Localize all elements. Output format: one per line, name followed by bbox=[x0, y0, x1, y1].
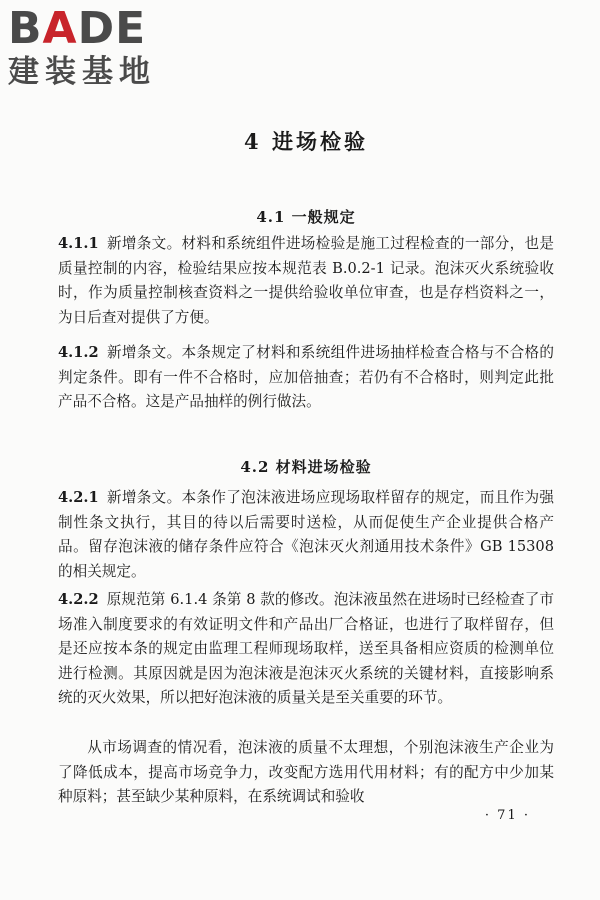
clause-4-2-2 bbox=[58, 588, 554, 711]
clause-text: 原规范第 6.1.4 条第 8 款的修改。泡沫液虽然在进场时已经检查了市场准入制度要求的有效证明文件和产品出厂合格证，也进行了取样留存，但是还应按本条的规定由监理工程师现场取样，送至具备相应资质的检测单位进行检测。其原因就是因为泡沫液是泡沫灭火系统的关键材料，直接影响系统的灭火效果，所以把好泡沫液的质量关是至关重要的环节。 bbox=[58, 591, 554, 706]
clause-number: 4.2.1 bbox=[58, 489, 99, 506]
chapter-title: 4 进场检验 bbox=[244, 129, 368, 154]
clause-number: 4.1.2 bbox=[58, 344, 99, 361]
logo-letters-de: DE bbox=[77, 3, 147, 54]
clause-text: 新增条文。本条作了泡沫液进场应现场取样留存的规定，而且作为强制性条文执行，其目的待以后需要时送检，从而促使生产企业提供合格产品。留存泡沫液的储存条件应符合《泡沫灭火剂通用技术条件》GB 15308 的相关规定。 bbox=[58, 489, 554, 580]
brand-logo bbox=[8, 3, 183, 90]
logo-letter-a: A bbox=[42, 3, 78, 54]
logo-letter-b: B bbox=[8, 3, 43, 54]
clause-text: 新增条文。本条规定了材料和系统组件进场抽样检查合格与不合格的判定条件。即有一件不合格时，应加倍抽查；若仍有不合格时，则判定此批产品不合格。这是产品抽样的例行做法。 bbox=[58, 344, 554, 410]
continuation-paragraph: 从市场调查的情况看，泡沫液的质量不太理想，个别泡沫液生产企业为了降低成本，提高市场竞争力，改变配方选用代用材料；有的配方中少加某种原料；甚至缺少某种原料，在系统调试和验收 bbox=[58, 739, 554, 805]
clause-number: 4.1.1 bbox=[58, 235, 99, 252]
logo-subtitle: 建装基地 bbox=[8, 54, 156, 90]
logo-wordmark bbox=[8, 3, 183, 54]
section-title-4-1: 4.1 一般规定 bbox=[256, 208, 356, 226]
section-title-4-2: 4.2 材料进场检验 bbox=[240, 458, 372, 476]
clause-4-1-2 bbox=[58, 341, 554, 415]
page-number: · 71 · bbox=[484, 808, 530, 823]
clause-text: 新增条文。材料和系统组件进场检验是施工过程检查的一部分，也是质量控制的内容，检验结果应按本规范表 B.0.2-1 记录。泡沫灭火系统验收时，作为质量控制核查资料之一提供给验收单位审查，也是存档资料之一，为日后查对提供了方便。 bbox=[58, 235, 554, 326]
clause-4-1-1 bbox=[58, 232, 554, 330]
clause-4-2-1 bbox=[58, 486, 554, 584]
clause-number: 4.2.2 bbox=[58, 591, 99, 608]
